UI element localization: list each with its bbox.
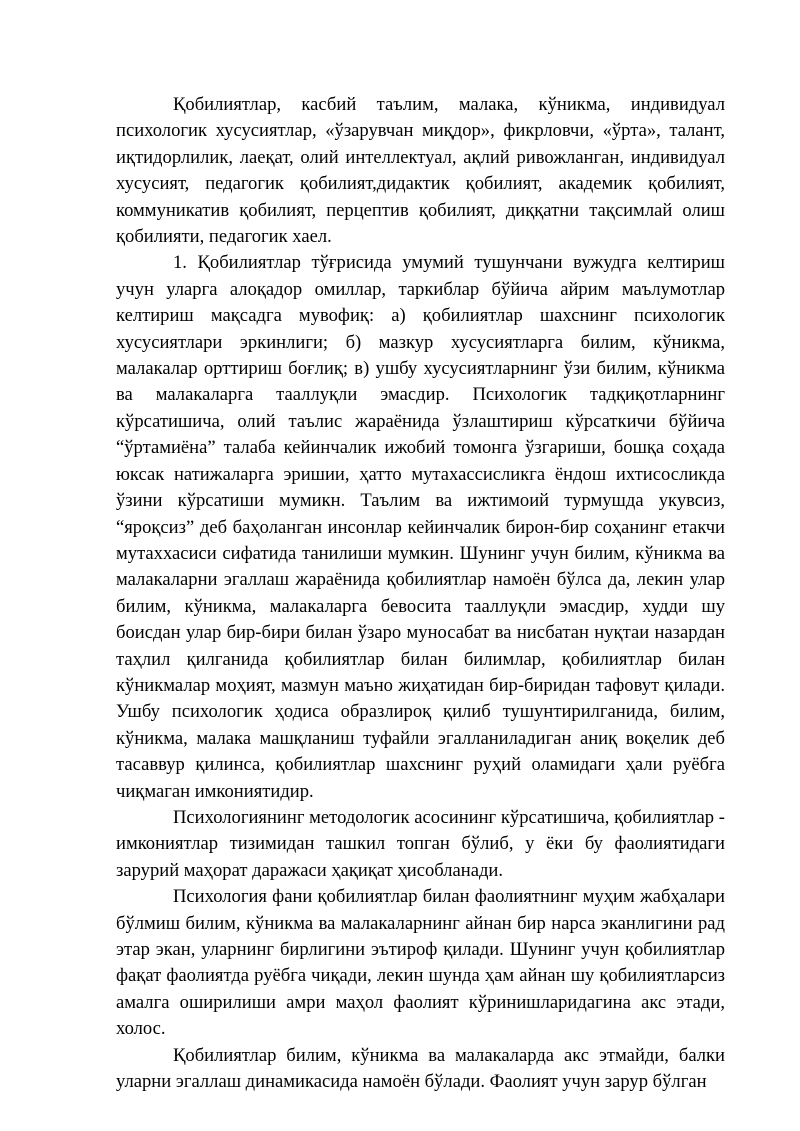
paragraph-dynamics: Қобилиятлар билим, кўникма ва малакаларда акс этмайди, балки уларни эгаллаш динамикасида намоён бўлади. Фаолият учун зарур бўлган: [116, 1044, 725, 1093]
body-text: [116, 92, 725, 1095]
paragraph-keywords: Қобилиятлар, касбий таълим, малака, кўникма, индивидуал психологик хусусиятлар, «ўзарувчан миқдор», фикрловчи, «ўрта», талант, иқтидорлилик, лаеқат, олий интеллектуал, ақлий ривожланган, индивидуал хусусият, педагогик қобилият,дидактик қобилият, академик қобилият, коммуникатив қобилият, перцептив қобилият, диққатни тақсимлай олиш қобилияти, педагогик хаел.: [116, 94, 725, 248]
paragraph-psychology-science: Психология фани қобилиятлар билан фаолиятнинг муҳим жабҳалари бўлмиш билим, кўникма ва малакаларнинг айнан бир нарса эканлигини рад этар экан, уларнинг бирлигини эътироф қилади. Шунинг учун қобилиятлар фақат фаолиятда руёбга чиқади, лекин шунда ҳам айнан шу қобилиятларсиз амалга оширилиши амри маҳол фаолият кўринишларидагина акс этади, холос.: [116, 886, 725, 1040]
paragraph-methodology: Психологиянинг методологик асосининг кўрсатишича, қобилиятлар - имкониятлар тизимидан ташкил топган бўлиб, у ёки бу фаолиятидаги зарурий маҳорат даражаси ҳақиқат ҳисобланади.: [116, 806, 725, 881]
paragraph-abilities-concept: 1. Қобилиятлар тўғрисида умумий тушунчани вужудга келтириш учун уларга алоқадор омиллар, таркиблар бўйича айрим маълумотлар келтириш мақсадга мувофиқ: а) қобилиятлар шахснинг психологик хусусиятлари эркинлиги; б) мазкур хусусиятларга билим, кўникма, малакалар орттириш боғлиқ; в) ушбу хусусиятларнинг ўзи билим, кўникма ва малакаларга тааллуқли эмасдир. Психологик тадқиқотларнинг кўрсатишича, олий таълис жараёнида ўзлаштириш кўрсаткичи бўйича “ўртамиёна” талаба кейинчалик ижобий томонга ўзгариши, бошқа соҳада юксак натижаларга эришии, ҳатто мутахассисликга ёндош ихтисосликда ўзини кўрсатиши мумикн. Таълим ва ижтимоий турмушда укувсиз, “яроқсиз” деб баҳоланган инсонлар кейинчалик бирон-бир соҳанинг етакчи мутаххасиси сифатида танилиши мумкин. Шунинг учун билим, кўникма ва малакаларни эгаллаш жараёнида қобилиятлар намоён бўлса да, лекин улар билим, кўникма, малакаларга бевосита тааллуқли эмасдир, худди шу боисдан улар бир-бири билан ўзаро муносабат ва нисбатан нуқтаи назардан таҳлил қилганида қобилиятлар билан билимлар, қобилиятлар билан кўникмалар моҳият, мазмун маъно жиҳатидан бир-биридан тафовут қилади. Ушбу психологик ҳодиса образлироқ қилиб тушунтирилганида, билим, кўникма, малака машқланиш туфайли эгалланиладиган аниқ воқелик деб тасаввур қилинса, қобилиятлар шахснинг руҳий оламидаги ҳали руёбга чиқмаган имкониятидир.: [116, 252, 725, 802]
